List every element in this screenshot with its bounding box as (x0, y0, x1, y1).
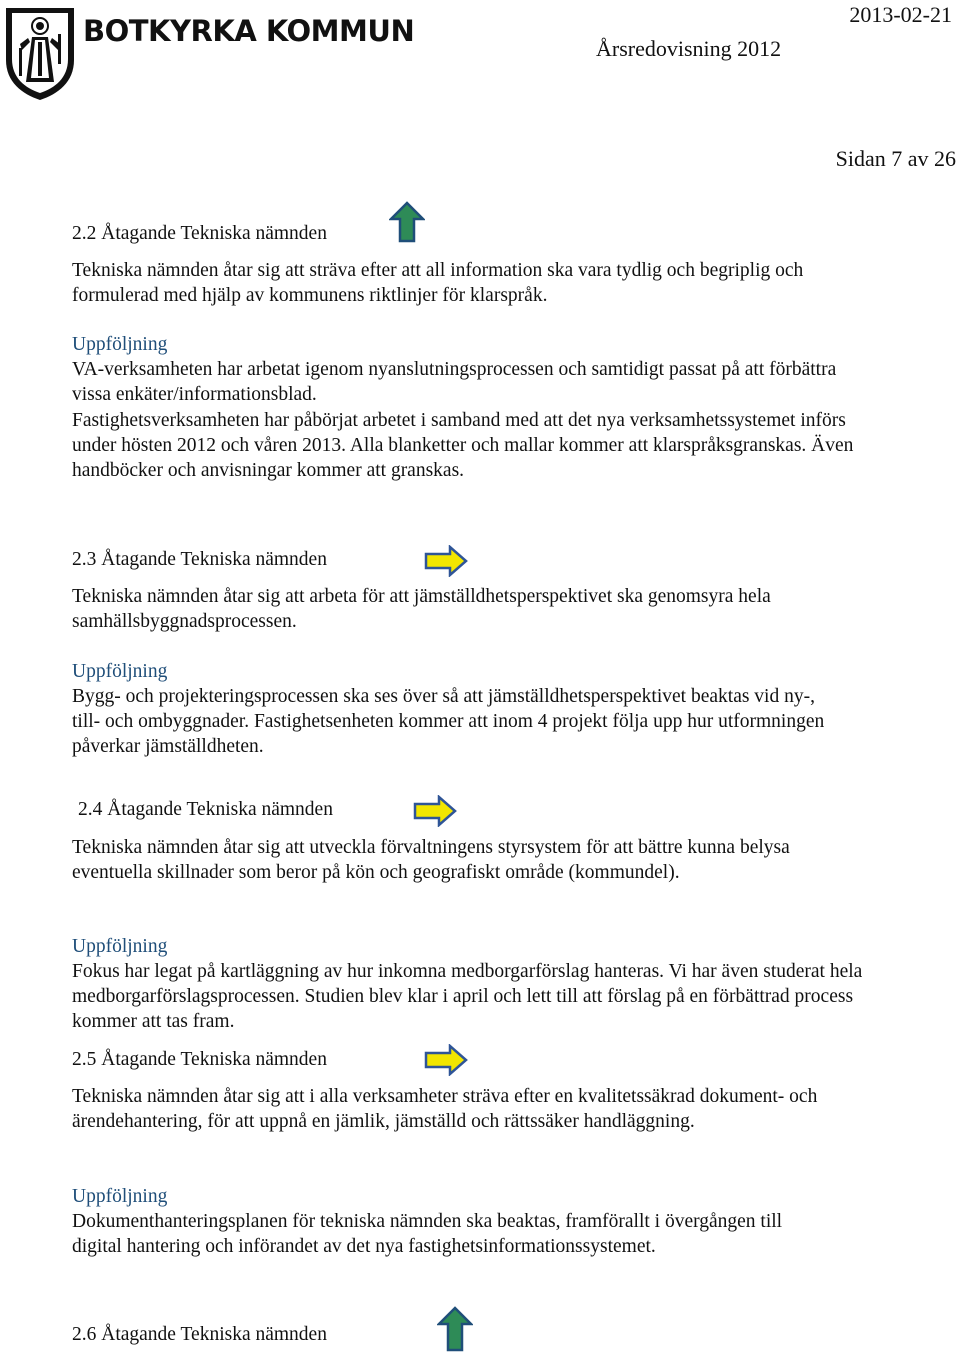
followup-text-2-5: Dokumenthanteringsplanen för tekniska nämnden ska beaktas, framförallt i övergången till digital hantering och införandet av det nya fastighetsinformationssystemet. (72, 1211, 783, 1257)
section-heading-2-6: 2.6 Åtagande Tekniska nämnden (72, 1324, 327, 1345)
section-heading-2-5: 2.5 Åtagande Tekniska nämnden (72, 1049, 327, 1070)
followup-label-2-4: Uppföljning (72, 936, 168, 957)
section-heading-2-2: 2.2 Åtagande Tekniska nämnden (72, 223, 327, 244)
document-title: Årsredovisning 2012 (596, 36, 782, 61)
green-up-arrow-icon (389, 201, 425, 243)
commitment-text-2-5: Tekniska nämnden åtar sig att i alla verksamheter sträva efter en kvalitetssäkrad dokument- och ärendehantering, för att uppnå en jämlik, jämställd och rättssäker handläggning. (72, 1086, 818, 1132)
brand-name: BOTKYRKA KOMMUN (83, 14, 415, 48)
section-heading-2-3: 2.3 Åtagande Tekniska nämnden (72, 549, 327, 570)
followup-text-2-3: Bygg- och projekteringsprocessen ska ses över så att jämställdhetsperspektivet beaktas vid ny-, till- och ombyggnader. Fastighetsenheten kommer att inom 4 projekt följa upp hur utformningen påverkar jämställdheten. (72, 686, 825, 757)
followup-label-2-5: Uppföljning (72, 1186, 168, 1207)
followup-text-2-2-a: VA-verksamheten har arbetat igenom nyanslutningsprocessen och samtidigt passat på att förbättra vissa enkäter/informationsblad. (72, 359, 837, 405)
yellow-right-arrow-icon (424, 545, 468, 577)
page-number: Sidan 7 av 26 (835, 146, 956, 171)
yellow-right-arrow-icon (424, 1044, 468, 1076)
followup-text-2-4: Fokus har legat på kartläggning av hur inkomna medborgarförslag hanteras. Vi har även studerat hela medborgarförslagsprocessen. Studien blev klar i april och lett till att förslag på en förbättrad process kommer att tas fram. (72, 961, 863, 1032)
commitment-text-2-3: Tekniska nämnden åtar sig att arbeta för att jämställdhetsperspektivet ska genomsyra hela samhällsbyggnadsprocessen. (72, 586, 771, 632)
commitment-text-2-2: Tekniska nämnden åtar sig att sträva efter att all information ska vara tydlig och begriplig och formulerad med hjälp av kommunens riktlinjer för klarspråk. (72, 260, 804, 306)
followup-label-2-2: Uppföljning (72, 334, 168, 355)
document-date: 2013-02-21 (849, 2, 952, 27)
coat-of-arms-logo (2, 4, 78, 102)
commitment-text-2-4: Tekniska nämnden åtar sig att utveckla förvaltningens styrsystem för att bättre kunna belysa eventuella skillnader som beror på kön och geografiskt område (kommundel). (72, 837, 790, 883)
green-up-arrow-icon (437, 1306, 473, 1352)
followup-label-2-3: Uppföljning (72, 661, 168, 682)
section-heading-2-4: 2.4 Åtagande Tekniska nämnden (78, 799, 333, 820)
yellow-right-arrow-icon (413, 795, 457, 827)
followup-text-2-2-b: Fastighetsverksamheten har påbörjat arbetet i samband med att det nya verksamhetssystemet införs under hösten 2012 och våren 2013. Alla blanketter och mallar kommer att klarspråksgranskas. Även handböcker och anvisningar kommer att granskas. (72, 410, 854, 481)
